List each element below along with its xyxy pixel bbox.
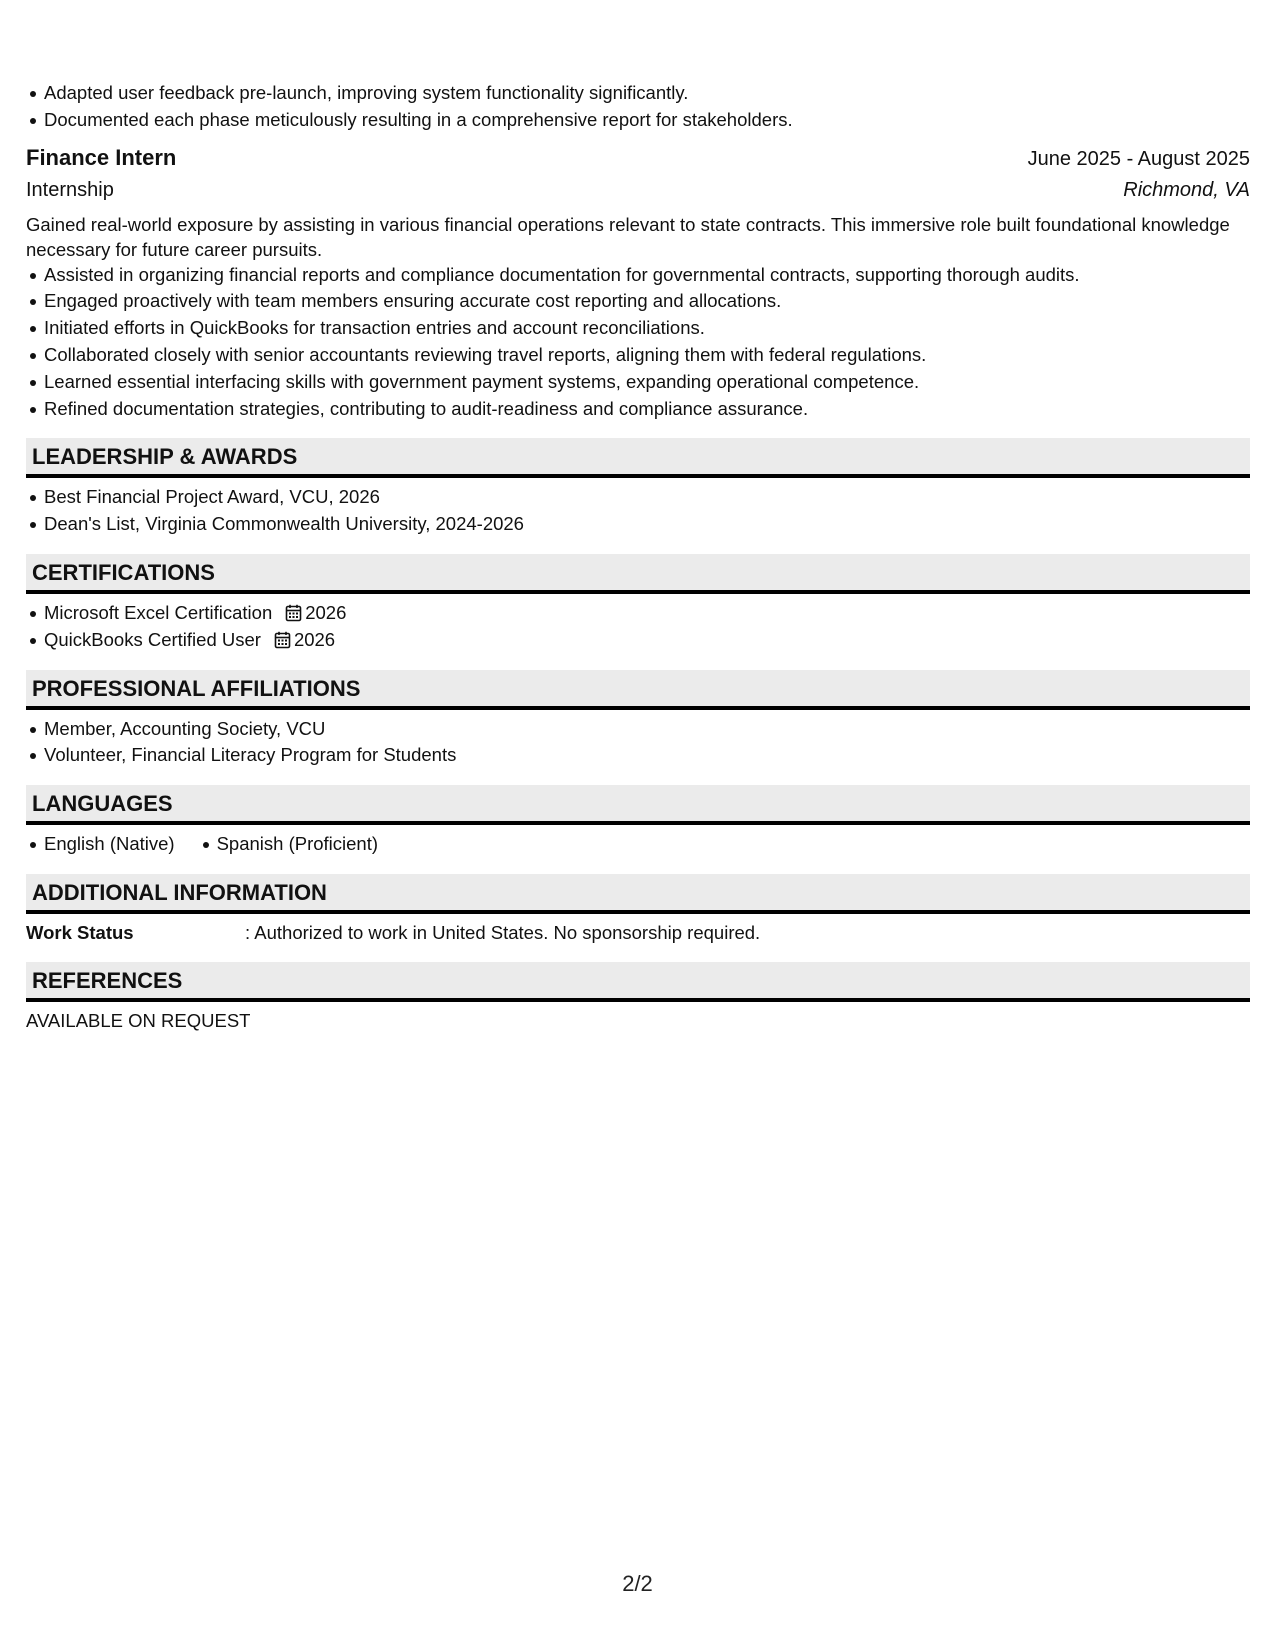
language-item: English (Native) bbox=[44, 831, 175, 858]
job-description: Gained real-world exposure by assisting in various financial operations relevant to state contracts. This immersive role built foundational knowledge necessary for future career pursuits. bbox=[26, 213, 1230, 260]
work-status-label: Work Status bbox=[26, 921, 134, 943]
affiliations-list bbox=[26, 716, 1250, 770]
list-item: Documented each phase meticulously resulting in a comprehensive report for stakeholders. bbox=[44, 107, 1250, 134]
calendar-icon bbox=[285, 604, 302, 622]
certification-name: Microsoft Excel Certification bbox=[44, 601, 273, 623]
section-heading-references: REFERENCES bbox=[26, 962, 1250, 1002]
section-heading-leadership: LEADERSHIP & AWARDS bbox=[26, 438, 1250, 478]
languages-list bbox=[26, 831, 1250, 858]
section-heading-affiliations: PROFESSIONAL AFFILIATIONS bbox=[26, 670, 1250, 710]
resume-page bbox=[26, 80, 1250, 1034]
list-item: Refined documentation strategies, contributing to audit-readiness and compliance assurance. bbox=[44, 396, 1250, 423]
job-dates: June 2025 - August 2025 bbox=[1027, 147, 1250, 170]
list-item: Engaged proactively with team members ensuring accurate cost reporting and allocations. bbox=[44, 288, 1250, 315]
section-heading-certifications: CERTIFICATIONS bbox=[26, 554, 1250, 594]
list-item bbox=[44, 627, 1250, 654]
list-item: Volunteer, Financial Literacy Program for Students bbox=[44, 742, 1250, 769]
previous-job-bullets bbox=[26, 80, 1250, 134]
certification-year: 2026 bbox=[305, 601, 347, 623]
finance-intern-entry bbox=[26, 142, 1250, 423]
list-item: Dean's List, Virginia Commonwealth University, 2024-2026 bbox=[44, 511, 1250, 538]
list-item: Member, Accounting Society, VCU bbox=[44, 716, 1250, 743]
list-item bbox=[44, 600, 1250, 627]
page-number: 2/2 bbox=[622, 1571, 653, 1596]
language-item: Spanish (Proficient) bbox=[217, 831, 378, 858]
certification-year: 2026 bbox=[293, 628, 336, 650]
job-location: Richmond, VA bbox=[1123, 178, 1250, 201]
calendar-icon bbox=[274, 631, 291, 649]
list-item: Collaborated closely with senior accountants reviewing travel reports, aligning them with federal regulations. bbox=[44, 342, 1250, 369]
certification-name: QuickBooks Certified User bbox=[44, 628, 261, 650]
job-bullets bbox=[26, 262, 1250, 423]
list-item: Best Financial Project Award, VCU, 2026 bbox=[44, 484, 1250, 511]
references-text: AVAILABLE ON REQUEST bbox=[26, 1009, 251, 1031]
leadership-list bbox=[26, 484, 1250, 538]
work-status-value: : Authorized to work in United States. No sponsorship required. bbox=[245, 921, 761, 943]
work-status-row bbox=[26, 920, 1250, 946]
certifications-list bbox=[26, 600, 1250, 654]
list-item: Assisted in organizing financial reports and compliance documentation for governmental contracts, supporting thorough audits. bbox=[44, 262, 1250, 289]
list-item: Initiated efforts in QuickBooks for transaction entries and account reconciliations. bbox=[44, 315, 1250, 342]
list-item: Learned essential interfacing skills with government payment systems, expanding operational competence. bbox=[44, 369, 1250, 396]
job-type: Internship bbox=[26, 178, 114, 201]
job-title: Finance Intern bbox=[26, 144, 177, 170]
section-heading-additional-info: ADDITIONAL INFORMATION bbox=[26, 874, 1250, 914]
section-heading-languages: LANGUAGES bbox=[26, 785, 1250, 825]
list-item: Adapted user feedback pre-launch, improving system functionality significantly. bbox=[44, 80, 1250, 107]
